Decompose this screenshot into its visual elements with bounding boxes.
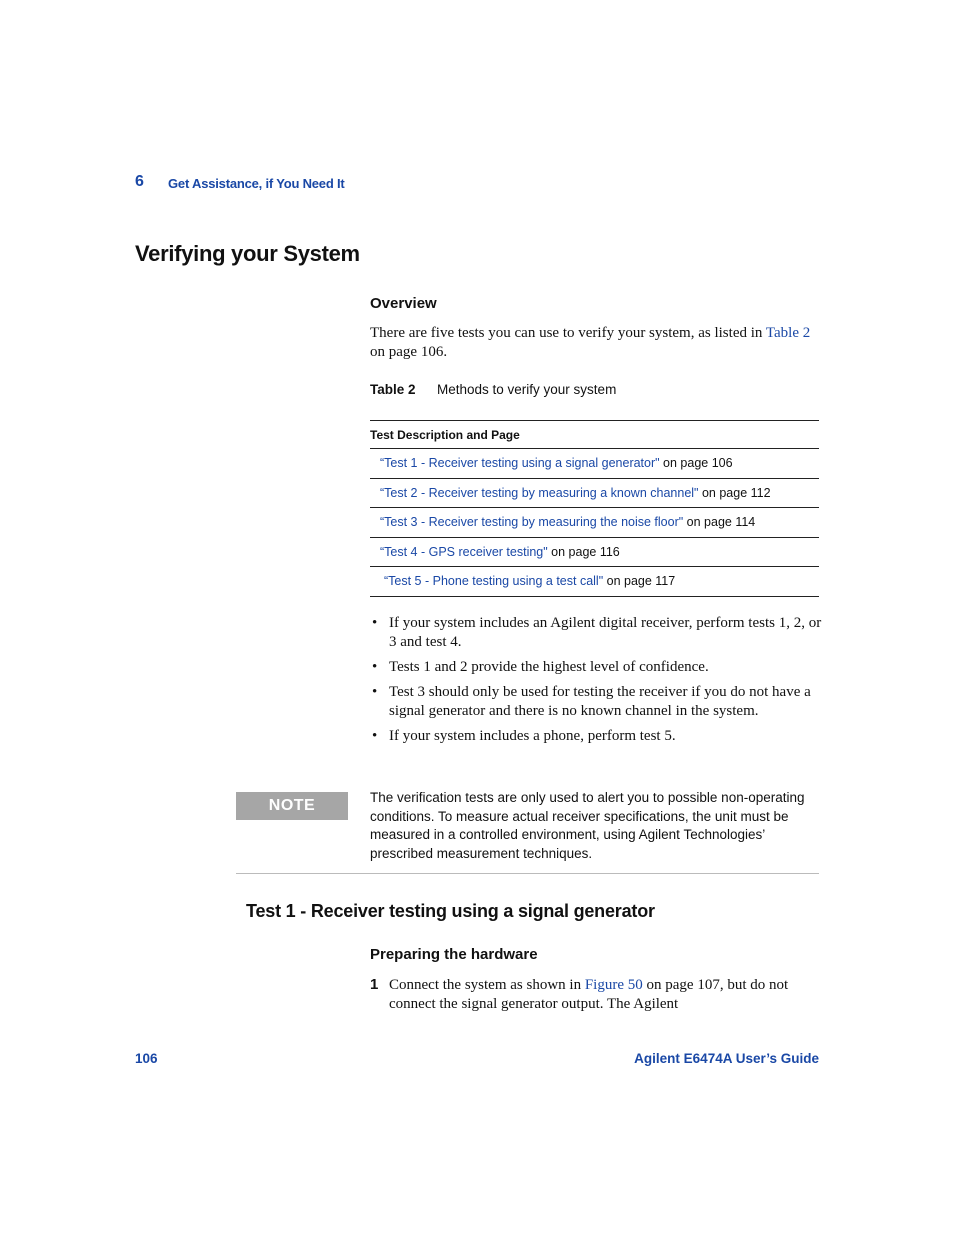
- list-item: [370, 658, 822, 677]
- bullet-icon: •: [372, 615, 378, 631]
- bullet-icon: •: [372, 728, 378, 744]
- chapter-number: 6: [135, 173, 144, 190]
- overview-heading: Overview: [370, 295, 437, 312]
- table-row: [370, 538, 819, 568]
- table-row: [370, 449, 819, 479]
- row-page-ref: on page 114: [683, 515, 756, 530]
- figure-50-link[interactable]: Figure 50: [584, 977, 643, 993]
- footer-page-number: 106: [135, 1051, 158, 1066]
- verification-methods-table: [370, 420, 819, 597]
- section-heading: Test 1 - Receiver testing using a signal generator: [246, 901, 655, 921]
- table-caption-text: Methods to verify your system: [437, 382, 617, 397]
- test-1-link[interactable]: “Test 1 - Receiver testing using a signal generator": [380, 456, 660, 470]
- chapter-title: Get Assistance, if You Need It: [168, 176, 345, 191]
- overview-text-before: There are five tests you can use to verify your system, as listed in: [370, 325, 766, 341]
- row-page-ref: on page 117: [603, 574, 676, 589]
- list-item: [370, 683, 822, 721]
- bullet-text: If your system includes a phone, perform test 5.: [389, 728, 676, 744]
- test-3-link[interactable]: “Test 3 - Receiver testing by measuring the noise floor": [380, 515, 684, 530]
- note-text: The verification tests are only used to alert you to possible non-operating conditions. To measure actual receiver specifications, the unit must be measured in a controlled environment, using Agilent Technologies’ prescribed measurement techniques.: [370, 790, 805, 861]
- step-text-after: on page 107, but do not connect the signal generator output. The Agilent: [389, 977, 789, 1012]
- bullet-text: If your system includes an Agilent digital receiver, perform tests 1, 2, or 3 and test 4.: [389, 615, 822, 650]
- test-4-link[interactable]: “Test 4 - GPS receiver testing": [380, 544, 548, 559]
- row-page-ref: on page 106: [659, 456, 733, 470]
- bullet-text: Tests 1 and 2 provide the highest level of confidence.: [389, 659, 709, 675]
- note-divider: [236, 873, 819, 874]
- footer-doc-title: Agilent E6474A User’s Guide: [634, 1051, 819, 1066]
- step-number: 1: [370, 976, 379, 993]
- list-item: [370, 727, 822, 746]
- test-2-link[interactable]: “Test 2 - Receiver testing by measuring a known channel": [380, 485, 699, 500]
- bullet-text: Test 3 should only be used for testing the receiver if you do not have a signal generator and there is no known channel in the system.: [389, 684, 811, 719]
- row-page-ref: on page 116: [547, 544, 620, 559]
- page-title: Verifying your System: [135, 241, 360, 266]
- bullet-icon: •: [372, 684, 378, 700]
- row-page-ref: on page 112: [698, 485, 771, 500]
- test-5-link[interactable]: “Test 5 - Phone testing using a test call": [384, 574, 604, 589]
- note-badge: NOTE: [236, 792, 348, 820]
- overview-paragraph: [370, 324, 820, 362]
- bullet-icon: •: [372, 659, 378, 675]
- table-caption-label: Table 2: [370, 382, 416, 397]
- step-text: [389, 976, 819, 1014]
- bullet-list: [370, 614, 822, 752]
- table-row: [370, 508, 819, 538]
- list-item: [370, 614, 822, 652]
- table-2-link[interactable]: Table 2: [765, 325, 811, 341]
- table-header: Test Description and Page: [370, 420, 819, 449]
- table-row: [370, 567, 819, 597]
- step-text-before: Connect the system as shown in: [389, 977, 585, 993]
- overview-text-after: on page 106.: [370, 344, 448, 360]
- table-row: [370, 479, 819, 509]
- subsection-heading: Preparing the hardware: [370, 946, 538, 963]
